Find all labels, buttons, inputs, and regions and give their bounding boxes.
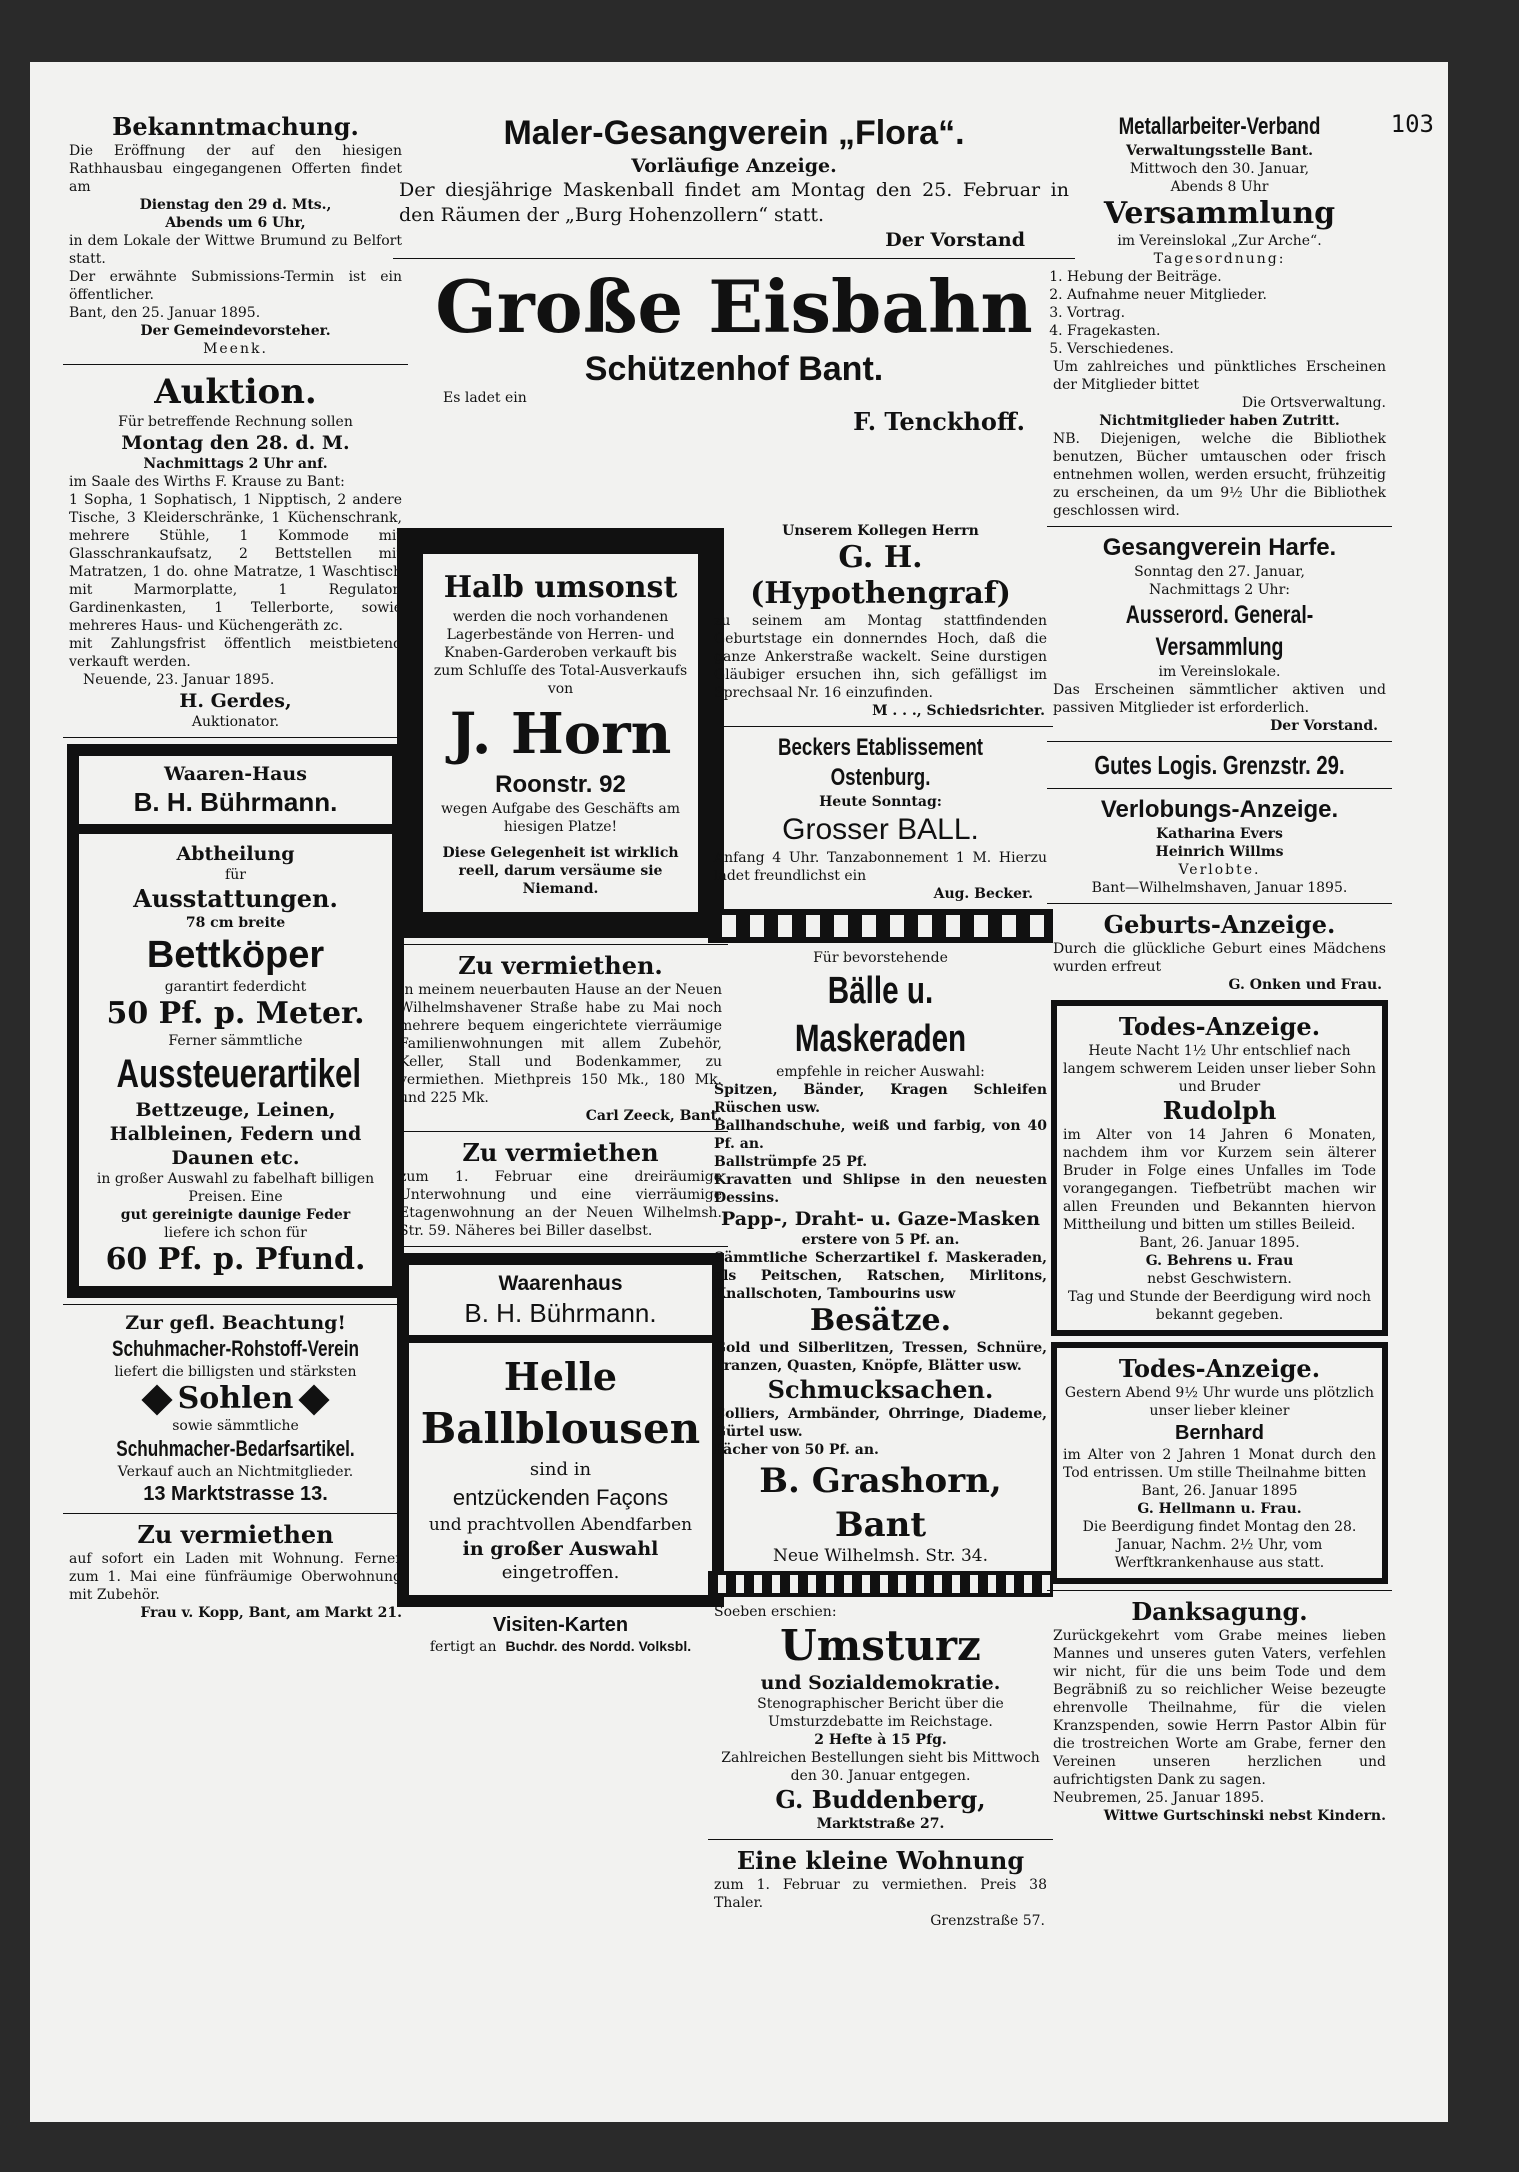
divider (1047, 741, 1392, 742)
ad-buehrmann-ballblousen (397, 1253, 724, 1607)
metall-l9: Die Ortsverwaltung. (1241, 395, 1386, 411)
bekanntmachung-time: Abends um 6 Uhr, (165, 215, 306, 231)
verm-title: Zu vermiethen (137, 1520, 334, 1549)
baelle-l7: Kravatten und Shlipse in den neuesten Dessins. (714, 1172, 1047, 1206)
horn-name: J. Horn (449, 701, 672, 767)
buehrmann-l12: gut gereinigte daunige Feder (120, 1207, 351, 1223)
bekanntmachung-title: Bekanntmachung. (112, 112, 359, 141)
schuh-l1: Zur gefl. Beachtung! (125, 1312, 346, 1334)
ad-umsturz (708, 1603, 1053, 1833)
divider (63, 1513, 408, 1514)
visiten-l1: Visiten-Karten (492, 1614, 629, 1636)
harfe-l5: im Vereinslokale. (1158, 664, 1281, 680)
ad-flora (393, 112, 1075, 252)
buehrmann-l3: Ausstattungen. (133, 884, 338, 913)
tod2-l7: Die Beerdigung findet Montag den 28. Januar, Nachm. 2½ Uhr, vom Werftkrankenhause aus statt. (1082, 1519, 1357, 1571)
eisbahn-name: F. Tenckhoff. (853, 407, 1025, 436)
divider (1047, 526, 1392, 527)
dank-l1: Danksagung. (1131, 1597, 1308, 1626)
verlobung-l1: Verlobungs-Anzeige. (1100, 796, 1339, 823)
page-number: 103 (1390, 110, 1434, 138)
column-3 (708, 522, 1053, 1930)
umsturz-l5: 2 Hefte à 15 Pfg. (814, 1732, 947, 1748)
metall-l11: NB. Diejenigen, welche die Bibliothek benutzen, Bücher umtauschen oder frisch entnehmen wollen, werden ersucht, frühzeitig zu erscheinen, da um 9½ Uhr die Bibliothek geschlossen wird. (1053, 431, 1386, 519)
wohnung-text: zum 1. Februar zu vermiethen. Preis 38 Thaler. (714, 1877, 1047, 1911)
wohnung-addr: Grenzstraße 57. (930, 1913, 1045, 1929)
harfe-l4: Ausserord. General-Versammlung (1125, 601, 1314, 661)
tod2-l1: Todes-Anzeige. (1118, 1354, 1321, 1383)
kollegen-l1: Unserem Kollegen Herrn (782, 523, 979, 539)
umsturz-l7: G. Buddenberg, (775, 1785, 986, 1814)
horn-street: Roonstr. 92 (495, 771, 626, 798)
buehrmann-l9: Aussteuerartikel (116, 1052, 362, 1096)
diamond-icon (141, 1384, 172, 1415)
column-2-3-header (393, 112, 1075, 437)
verlobung-l3: Heinrich Willms (1155, 844, 1284, 860)
tod1-l7: nebst Geschwistern. (1147, 1271, 1292, 1287)
buehrmann-l8: Ferner sämmtliche (168, 1033, 303, 1049)
ad-todesanzeige-rudolph (1051, 1000, 1388, 1336)
tod1-l2: Heute Nacht 1½ Uhr entschlief nach langem schwerem Leiden unser lieber Sohn und Bruder (1063, 1043, 1376, 1095)
auktion-name: H. Gerdes, (179, 690, 292, 712)
umsturz-l1: Soeben erschien: (714, 1604, 837, 1620)
horn-text: werden die noch vorhandenen Lagerbestände von Herren- und Knaben-Garderoben verkauft bis zum Schluſſe des Total-Ausverkaufs von (433, 609, 688, 697)
tod1-l6: G. Behrens u. Frau (1145, 1253, 1294, 1269)
divider (393, 258, 1075, 259)
buehrmann-l7: 50 Pf. p. Meter. (106, 996, 365, 1031)
metall-l4: Abends 8 Uhr (1170, 179, 1269, 195)
geburt-l2: Durch die glückliche Geburt eines Mädchens wurden erfreut (1053, 941, 1386, 975)
schuh-l5: sowie sämmtliche (172, 1418, 299, 1434)
ad-gutes-logis: Gutes Logis. Grenzstr. 29. (1094, 750, 1345, 780)
verlobung-l4: Verlobte. (1178, 862, 1261, 878)
eisbahn-text: Es ladet ein (443, 390, 527, 406)
baelle-l4: Spitzen, Bänder, Kragen Schleifen Rüschen usw. (714, 1082, 1047, 1116)
baelle-l6: Ballstrümpfe 25 Pf. (714, 1154, 868, 1170)
divider (393, 1246, 728, 1247)
divider (1047, 903, 1392, 904)
buehrmann-head1: Waaren-Haus (164, 763, 307, 785)
list-item: 3. Vortrag. (1067, 304, 1392, 322)
eisbahn-title: Große Eisbahn (435, 264, 1033, 349)
auktion-time: Nachmittags 2 Uhr anf. (143, 456, 328, 472)
verm-text: auf sofort ein Laden mit Wohnung. Ferner zum 1. Mai eine fünfräumige Oberwohnung mit Zubehör. (69, 1551, 402, 1603)
buehr2-head2: B. H. Bührmann. (464, 1298, 657, 1328)
schuh-l4: Sohlen (177, 1381, 294, 1416)
metall-l10: Nichtmitglieder haben Zutritt. (1099, 413, 1340, 429)
buehrmann-l14: 60 Pf. p. Pfund. (105, 1242, 366, 1277)
divider (63, 364, 408, 365)
diamond-icon (299, 1384, 330, 1415)
buehr2-l3: sind in (529, 1459, 592, 1480)
ad-danksagung (1047, 1597, 1392, 1825)
ad-vermiethen-zeeck (393, 951, 728, 1125)
visiten-l3: Buchdr. des Nordd. Volksbl. (505, 1638, 692, 1654)
umsturz-l2: Umsturz (780, 1621, 981, 1670)
flora-sign: Der Vorstand (885, 229, 1025, 251)
buehrmann-l13: liefere ich schon für (164, 1225, 307, 1241)
ad-becker (708, 733, 1053, 903)
auktion-role: Auktionator. (191, 714, 280, 730)
metall-l8: Um zahlreiches und pünktliches Erscheinen der Mitglieder bittet (1053, 359, 1386, 393)
buehr2-l7: eingetroffen. (501, 1562, 620, 1583)
visiten-l2: fertigt an (429, 1639, 497, 1655)
ad-geburt (1047, 910, 1392, 994)
baelle-l12: Gold und Silberlitzen, Tressen, Schnüre, Franzen, Quasten, Knöpfe, Blätter usw. (714, 1340, 1047, 1374)
becker-text: Anfang 4 Uhr. Tanzabonnement 1 M. Hierzu ladet freundlichst ein (714, 850, 1047, 884)
divider (393, 1131, 728, 1132)
auktion-place: Neuende, 23. Januar 1895. (83, 672, 275, 688)
verm2-title: Zu vermiethen (462, 1138, 659, 1167)
ad-todesanzeige-bernhard (1051, 1342, 1388, 1584)
dank-l3: Neubremen, 25. Januar 1895. (1053, 1790, 1265, 1806)
buehr2-l1: Helle (503, 1354, 618, 1399)
ornamental-border (708, 909, 1053, 943)
baelle-l1: Für bevorstehende (813, 950, 948, 966)
becker-l3: Grosser BALL. (782, 813, 979, 846)
ad-baelle (708, 949, 1053, 1565)
ad-visitenkarten (393, 1613, 728, 1656)
verm1-text: In meinem neuerbauten Hause an der Neuen Wilhelmshavener Straße habe zu Mai noch mehrere bequem eingerichtete vierräumige Familienwohnungen mit allem Zubehör, Keller, Stall und Bodenkammer, zu vermiethen. Miethpreis 150 Mk., 180 Mk. und 225 Mk. (399, 982, 722, 1106)
buehrmann-l1: Abtheilung (176, 843, 295, 865)
harfe-l3: Nachmittags 2 Uhr: (1149, 582, 1290, 598)
bekanntmachung-text3: Der erwähnte Submissions-Termin ist ein öffentlicher. (69, 269, 402, 303)
tod2-l3: Bernhard (1175, 1422, 1264, 1444)
buehrmann-l4: 78 cm breite (185, 915, 286, 931)
divider (63, 1304, 408, 1305)
baelle-l2: Bälle u. Maskeraden (794, 970, 967, 1060)
kollegen-l2: G. H. (Hypothengraf) (750, 540, 1011, 611)
buehrmann-l10: Bettzeuge, Leinen, Halbleinen, Federn und Daunen etc. (109, 1099, 362, 1169)
column-4 (1047, 112, 1392, 1825)
newspaper-page (30, 62, 1448, 2122)
auktion-title: Auktion. (154, 372, 317, 412)
harfe-l1: Gesangverein Harfe. (1102, 534, 1337, 561)
harfe-l2: Sonntag den 27. Januar, (1134, 564, 1305, 580)
buehr2-l6: in großer Auswahl (462, 1538, 659, 1560)
column-2 (393, 522, 728, 1656)
auktion-text4: mit Zahlungsfrist öffentlich meistbietend verkauft werden. (69, 636, 402, 670)
buehrmann-l11: in großer Auswahl zu fabelhaft billigen Preisen. Eine (96, 1171, 375, 1205)
ad-buehrmann (67, 744, 404, 1298)
tod2-l4: im Alter von 2 Jahren 1 Monat durch den Tod entrissen. Um stille Theilnahme bitten (1063, 1447, 1376, 1481)
metall-l1: Metallarbeiter-Verband (1118, 113, 1321, 140)
metall-l3: Mittwoch den 30. Januar, (1129, 161, 1310, 177)
tod2-l2: Gestern Abend 9½ Uhr wurde uns plötzlich unser lieber kleiner (1064, 1385, 1375, 1419)
buehr2-l2: Ballblousen (420, 1404, 701, 1453)
tod1-l4: im Alter von 14 Jahren 6 Monaten, nachdem ihm vor Kurzem sein älterer Bruder in Folge eines Unfalles im Tode vorangegangen. Tiefbetrübt machen wir allen Freunden und Bekannten hiervon Mittheilung und bitten um stilles Beileid. (1063, 1127, 1376, 1233)
list-item: 1. Hebung der Beiträge. (1067, 268, 1392, 286)
schuh-l8: 13 Marktstrasse 13. (143, 1483, 328, 1505)
divider (1047, 788, 1392, 789)
auktion-items: 1 Sopha, 1 Sophatisch, 1 Nipptisch, 2 andere Tische, 3 Kleiderschränke, 1 Küchenschrank, mehrere Stühle, 1 Kommode mit Glasschrankaufsatz, 2 Bettstellen mit Matratzen, 1 do. ohne Matratze, 1 Waschtisch mit Marmorplatte, 1 Regulator, Gardinenkasten, 1 Tellerborte, sowie mehreres Haus- und Küchengeräth zc. (69, 492, 402, 634)
verm1-title: Zu vermiethen. (458, 951, 663, 980)
ad-vermiethen-biller (393, 1138, 728, 1240)
list-item: 2. Aufnahme neuer Mitglieder. (1067, 286, 1392, 304)
umsturz-l4: Stenographischer Bericht über die Umsturzdebatte im Reichstage. (757, 1696, 1004, 1730)
ornamental-border (708, 1571, 1053, 1597)
divider (1047, 1590, 1392, 1591)
tod1-l1: Todes-Anzeige. (1118, 1012, 1321, 1041)
ad-auktion (63, 371, 408, 731)
flora-title: Maler-Gesangverein „Flora“. (503, 114, 965, 152)
metall-l6: im Vereinslokal „Zur Arche“. (1117, 233, 1322, 249)
dank-l4: Wittwe Gurtschinski nebst Kindern. (1103, 1808, 1386, 1824)
tod1-l8: Tag und Stunde der Beerdigung wird noch bekannt gegeben. (1067, 1289, 1372, 1323)
tod1-l5: Bant, 26. Januar 1895. (1139, 1235, 1300, 1251)
umsturz-l8: Marktstraße 27. (816, 1816, 945, 1832)
auktion-text2: im Saale des Wirths F. Krause zu Bant: (69, 474, 345, 490)
baelle-l10: Sämmtliche Scherzartikel f. Maskeraden, als Peitschen, Ratschen, Mirlitons, Knallschoten, Tambourins usw (714, 1250, 1047, 1302)
ad-bekanntmachung (63, 112, 408, 358)
schuh-sohlen-line (63, 1381, 408, 1417)
bekanntmachung-name: Meenk. (203, 341, 268, 357)
buehrmann-l2: für (225, 867, 246, 883)
baelle-l11: Besätze. (809, 1303, 952, 1338)
baelle-l17: Neue Wilhelmsh. Str. 34. (772, 1546, 989, 1566)
bekanntmachung-text: Die Eröffnung der auf den hiesigen Rathhausbau eingegangenen Offerten findet am (69, 143, 402, 195)
baelle-l15: Fächer von 50 Pf. an. (714, 1442, 879, 1458)
dank-l2: Zurückgekehrt vom Grabe meines lieben Mannes und unseres guten Vaters, verfehlen wir nicht, für die uns beim Tode und dem Begräbniß zu so reichlicher Weise bezeugte ehrenvolle Theilnahme, für die vielen Kranzspenden, sowie Herrn Pastor Albin für die trostreichen Worte am Grabe, ferner den Vereinen unseren herzlichen und aufrichtigsten Dank zu sagen. (1053, 1628, 1386, 1788)
flora-text: Der diesjährige Maskenball findet am Montag den 25. Februar in den Räumen der „Burg Hohenzollern“ statt. (399, 179, 1069, 226)
buehrmann-l5: Bettköper (146, 934, 325, 976)
tod1-l3: Rudolph (1162, 1096, 1277, 1125)
divider (708, 726, 1053, 727)
schuh-l3: liefert die billigsten und stärksten (114, 1364, 357, 1380)
tod2-l5: Bant, 26. Januar 1895 (1141, 1483, 1298, 1499)
baelle-l5: Ballhandschuhe, weiß und farbig, von 40 Pf. an. (714, 1118, 1047, 1152)
ad-verlobung (1047, 795, 1392, 897)
baelle-l3: empfehle in reicher Auswahl: (776, 1064, 985, 1080)
wohnung-title: Eine kleine Wohnung (736, 1846, 1025, 1875)
buehrmann-head2: B. H. Bührmann. (133, 787, 338, 817)
ad-metallarbeiter (1047, 112, 1392, 520)
geburt-l3: G. Onken und Frau. (1228, 977, 1382, 993)
verlobung-l2: Katharina Evers (1156, 826, 1283, 842)
column-1 (63, 112, 408, 1622)
baelle-l9: erstere von 5 Pf. an. (801, 1232, 960, 1248)
horn-text2: wegen Aufgabe des Geschäfts am hiesigen Platze! (440, 801, 681, 835)
ad-schuhmacher (63, 1311, 408, 1507)
umsturz-l6: Zahlreichen Bestellungen sieht bis Mittwoch den 30. Januar entgegen. (721, 1750, 1040, 1784)
harfe-l6: Das Erscheinen sämmtlicher aktiven und passiven Mitglieder ist erforderlich. (1053, 682, 1386, 716)
umsturz-l3: und Sozialdemokratie. (760, 1672, 1001, 1694)
becker-l1: Beckers Etablissement Ostenburg. (778, 734, 983, 791)
ad-eisbahn (393, 265, 1075, 437)
baelle-l14: Colliers, Armbänder, Ohrringe, Diademe, Gürtel usw. (714, 1406, 1047, 1440)
kollegen-sign: M . . ., Schiedsrichter. (872, 703, 1045, 719)
geburt-l1: Geburts-Anzeige. (1103, 910, 1336, 939)
metall-l7: Tagesordnung: (1153, 251, 1286, 267)
kollegen-text: zu seinem am Montag stattfindenden Geburtstage ein donnerndes Hoch, daß die ganze Ankerstraße wackelt. Seine durstigen Gläubiger ersuchen ihn, sich gefälligst im Sprechsaal Nr. 16 einzufinden. (714, 613, 1047, 701)
verm-sign: Frau v. Kopp, Bant, am Markt 21. (140, 1605, 402, 1621)
tod2-l6: G. Hellmann u. Frau. (1137, 1501, 1302, 1517)
bekanntmachung-place: Bant, den 25. Januar 1895. (69, 305, 261, 321)
buehr2-l4: entzückenden Façons (452, 1485, 669, 1510)
schuh-l2: Schuhmacher-Rohstoff-Verein (112, 1336, 359, 1361)
horn-title: Halb umsonst (443, 570, 678, 605)
ad-kleine-wohnung (708, 1846, 1053, 1930)
buehrmann-l6: garantirt federdicht (164, 979, 307, 995)
horn-text3: Diese Gelegenheit ist wirklich reell, darum versäume sie Niemand. (442, 845, 679, 897)
bekanntmachung-sign: Der Gemeindevorsteher. (140, 323, 331, 339)
verm2-text: zum 1. Februar eine dreiräumige Unterwohnung und eine vierräumige Etagenwohnung an der Neuen Wilhelmsh. Str. 59. Näheres bei Biller daselbst. (399, 1169, 722, 1239)
list-item: 5. Verschiedenes. (1067, 340, 1392, 358)
list-item: 4. Fragekasten. (1067, 322, 1392, 340)
baelle-l16: B. Grashorn, Bant (759, 1461, 1002, 1545)
ad-hypothengraf (708, 522, 1053, 720)
buehr2-head1: Waarenhaus (498, 1272, 623, 1295)
schuh-l6: Schuhmacher-Bedarfsartikel. (116, 1436, 355, 1461)
flora-sub: Vorläufige Anzeige. (631, 155, 837, 177)
baelle-l13: Schmucksachen. (767, 1375, 994, 1404)
metall-l2: Verwaltungsstelle Bant. (1126, 143, 1313, 159)
becker-l2: Heute Sonntag: (819, 794, 942, 810)
verlobung-l5: Bant—Wilhelmshaven, Januar 1895. (1091, 880, 1348, 896)
divider (63, 737, 408, 738)
ad-vermiethen-kopp (63, 1520, 408, 1622)
tagesordnung-list (1047, 268, 1392, 358)
auktion-text: Für betreffende Rechnung sollen (118, 414, 353, 430)
harfe-l7: Der Vorstand. (1270, 718, 1378, 734)
ad-horn (397, 528, 724, 938)
divider (708, 1839, 1053, 1840)
eisbahn-sub: Schützenhof Bant. (584, 350, 884, 388)
ad-harfe (1047, 533, 1392, 735)
bekanntmachung-text2: in dem Lokale der Wittwe Brumund zu Belfort statt. (69, 233, 402, 267)
divider (393, 944, 728, 945)
verm1-sign: Carl Zeeck, Bant. (585, 1108, 722, 1124)
baelle-l8: Papp-, Draht- u. Gaze-Masken (720, 1208, 1041, 1230)
auktion-date: Montag den 28. d. M. (121, 432, 350, 454)
metall-l5: Versammlung (1103, 196, 1336, 231)
buehr2-l5: und prachtvollen Abendfarben (428, 1515, 693, 1535)
bekanntmachung-date: Dienstag den 29 d. Mts., (139, 197, 332, 213)
schuh-l7: Verkauf auch an Nichtmitglieder. (117, 1464, 354, 1480)
becker-sign: Aug. Becker. (933, 886, 1033, 902)
